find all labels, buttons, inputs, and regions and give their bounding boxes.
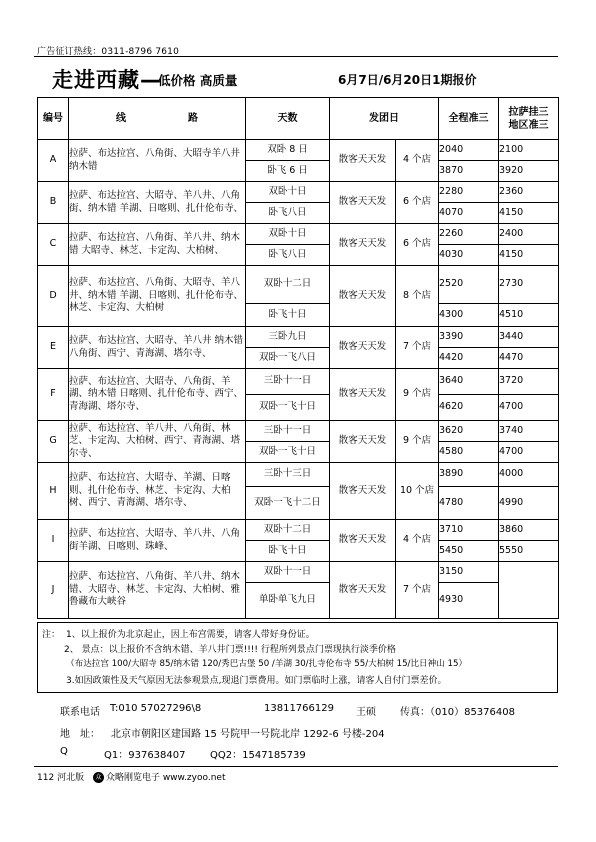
tour-days: 三卧九日 xyxy=(246,327,330,348)
note-1: 1、以上报价为北京起止，因上布宫需要，请客人带好身份证。 xyxy=(66,630,315,640)
tour-code: D xyxy=(38,266,69,327)
price-lhasa: 4470 xyxy=(499,348,559,369)
tour-days: 卧飞八日 xyxy=(246,245,330,266)
footer-rule xyxy=(34,766,558,767)
tour-depart: 散客天天发 xyxy=(330,140,396,182)
tour-route: 拉萨、布达拉宫、八角街、羊八井、纳木错 大昭寺、林芝、卡定沟、大柏树、 xyxy=(69,224,246,266)
tour-depart: 散客天天发 xyxy=(330,369,396,421)
tour-days: 双卧一飞十二日 xyxy=(246,487,330,520)
tour-days: 三卧十三日 xyxy=(246,463,330,487)
tour-depart: 散客天天发 xyxy=(330,463,396,520)
header-lhasa-price xyxy=(499,98,559,140)
tour-depart: 散客天天发 xyxy=(330,520,396,562)
price-full: 3870 xyxy=(439,161,499,182)
tour-shops: 6 个店 xyxy=(396,182,439,224)
table-row xyxy=(38,369,559,395)
price-lhasa: 3440 xyxy=(499,327,559,348)
table-row xyxy=(38,224,559,245)
contact-fax: 传真：（010）85376408 xyxy=(400,707,515,718)
price-full: 3620 xyxy=(439,421,499,442)
issue-date: 6月7日/6月20日1期报价 xyxy=(338,73,477,87)
price-full: 5450 xyxy=(439,541,499,562)
tour-shops: 7 个店 xyxy=(396,327,439,369)
contact-address-label: 地 址： xyxy=(60,729,100,740)
price-full: 3640 xyxy=(439,369,499,395)
tour-days: 单卧单飞九日 xyxy=(246,583,330,619)
tour-route: 拉萨、布达拉宫、大昭寺、羊八井、八角街、纳木错 羊湖、日喀则、扎什伦布寺、 xyxy=(69,182,246,224)
tour-shops: 9 个店 xyxy=(396,369,439,421)
tour-depart: 散客天天发 xyxy=(330,562,396,619)
header-full-price: 全程准三 xyxy=(439,98,499,140)
price-full: 3890 xyxy=(439,463,499,487)
contact-address: 北京市朝阳区建国路 15 号院甲一号院北岸 1292-6 号楼-204 xyxy=(111,729,385,740)
tour-shops: 6 个店 xyxy=(396,224,439,266)
note-2: 2、 景点：以上报价不含纳木错、羊八井门票!!!! 行程所列景点门票现执行淡季价格 xyxy=(64,645,396,655)
tour-shops: 4 个店 xyxy=(396,520,439,562)
price-full: 4580 xyxy=(439,442,499,463)
price-full: 2520 xyxy=(439,266,499,304)
tour-days: 双卧十二日 xyxy=(246,520,330,541)
header-rule xyxy=(34,56,558,57)
tour-days: 双卧一飞八日 xyxy=(246,348,330,369)
tour-days: 双卧十一日 xyxy=(246,562,330,583)
page-title: 走进西藏— xyxy=(52,68,162,92)
contact-qq2: QQ2：1547185739 xyxy=(210,750,306,761)
price-full: 4420 xyxy=(439,348,499,369)
price-lhasa: 2360 xyxy=(499,182,559,203)
tour-route: 拉萨、布达拉宫、八角街、羊八井、纳木错、大昭寺、林芝、卡定沟、大柏树、雅鲁藏布大峡谷 xyxy=(69,562,246,619)
tour-route: 拉萨、布达拉宫、大昭寺、羊八井 纳木错 八角街、西宁、青海湖、塔尔寺、 xyxy=(69,327,246,369)
price-full: 4070 xyxy=(439,203,499,224)
edition-region: 河北版 xyxy=(57,773,85,783)
price-lhasa: 3920 xyxy=(499,161,559,182)
price-lhasa: 4150 xyxy=(499,203,559,224)
table-row xyxy=(38,327,559,348)
tour-depart: 散客天天发 xyxy=(330,182,396,224)
table-row xyxy=(38,562,559,583)
tour-route: 拉萨、布达拉宫、大昭寺、八角街、羊湖、纳木错 日喀则、扎什伦布寺、西宁、青海湖、塔尔寺、 xyxy=(69,369,246,421)
price-full: 4030 xyxy=(439,245,499,266)
price-full: 4930 xyxy=(439,583,499,619)
tour-code: B xyxy=(38,182,69,224)
price-lhasa: 2400 xyxy=(499,224,559,245)
price-full: 4620 xyxy=(439,395,499,421)
tour-route: 拉萨、布达拉宫、羊八井、八角街、林芝、卡定沟、大柏树、西宁、青海湖、塔尔寺、 xyxy=(69,421,246,463)
tour-days: 双卧一飞十日 xyxy=(246,395,330,421)
price-lhasa: 4510 xyxy=(499,304,559,327)
contact-person: 王硕 xyxy=(356,707,376,718)
tour-depart: 散客天天发 xyxy=(330,224,396,266)
price-lhasa: 4700 xyxy=(499,395,559,421)
tour-days: 三卧十一日 xyxy=(246,421,330,442)
publisher-logo-icon: 众 xyxy=(93,772,104,783)
header-depart: 发团日 xyxy=(330,98,439,140)
tour-days: 卧飞八日 xyxy=(246,203,330,224)
tour-days: 卧飞十日 xyxy=(246,541,330,562)
price-lhasa xyxy=(499,562,559,619)
price-lhasa: 3860 xyxy=(499,520,559,541)
header-lhasa-line2: 地区准三 xyxy=(508,119,549,131)
price-full: 2260 xyxy=(439,224,499,245)
tour-shops: 8 个店 xyxy=(396,266,439,327)
tour-code: A xyxy=(38,140,69,182)
table-row xyxy=(38,421,559,442)
tour-code: J xyxy=(38,562,69,619)
price-full: 3390 xyxy=(439,327,499,348)
tour-shops: 9 个店 xyxy=(396,421,439,463)
header-days: 天数 xyxy=(246,98,330,140)
tour-depart: 散客天天发 xyxy=(330,327,396,369)
tour-shops: 7 个店 xyxy=(396,562,439,619)
page-number: 112 xyxy=(37,773,55,783)
tour-route: 拉萨、布达拉宫、大昭寺、羊湖、日喀则、扎什伦布寺、林芝、卡定沟、大柏树、西宁、青海湖、塔尔寺、 xyxy=(69,463,246,520)
price-lhasa: 4700 xyxy=(499,442,559,463)
page-subtitle: 低价格 高质量 xyxy=(158,73,238,88)
price-table xyxy=(37,97,559,619)
price-full: 3710 xyxy=(439,520,499,541)
price-lhasa: 3740 xyxy=(499,421,559,442)
tour-route: 拉萨、布达拉宫、大昭寺、羊八井、八角街羊湖、日喀则、珠峰、 xyxy=(69,520,246,562)
price-full: 3150 xyxy=(439,562,499,583)
price-lhasa: 5550 xyxy=(499,541,559,562)
tour-depart: 散客天天发 xyxy=(330,266,396,327)
tour-days: 三卧十一日 xyxy=(246,369,330,395)
tour-shops: 4 个店 xyxy=(396,140,439,182)
table-row xyxy=(38,520,559,541)
tour-days: 双卧十日 xyxy=(246,224,330,245)
tour-code: C xyxy=(38,224,69,266)
ad-hotline: 广告征订热线：0311-8796 7610 xyxy=(37,47,180,57)
price-full: 2040 xyxy=(439,140,499,161)
tour-route: 拉萨、布达拉宫、八角街、大昭寺、羊八井、纳木错 羊湖、日喀则、扎什伦布寺、林芝、卡定沟、大柏树 xyxy=(69,266,246,327)
price-lhasa: 2730 xyxy=(499,266,559,304)
contact-qq-label: Q xyxy=(60,746,68,757)
tour-days: 双卧十日 xyxy=(246,182,330,203)
tour-days: 双卧十二日 xyxy=(246,266,330,304)
price-full: 4300 xyxy=(439,304,499,327)
header-code: 编号 xyxy=(38,98,69,140)
tour-code: I xyxy=(38,520,69,562)
tour-code: F xyxy=(38,369,69,421)
note-3: 3.如因政策性及天气原因无法参观景点,现退门票费用。如门票临时上涨，请客人自付门票差价。 xyxy=(66,676,447,686)
tour-depart: 散客天天发 xyxy=(330,421,396,463)
note-2-prices: （布达拉宫 100/大昭寺 85/纳木错 120/秀巴古堡 50 /羊湖 30/扎寺伦布寺 55/大柏树 15/比日神山 15） xyxy=(66,659,468,669)
tour-code: H xyxy=(38,463,69,520)
tour-code: E xyxy=(38,327,69,369)
contact-mobile: 13811766129 xyxy=(264,703,334,714)
price-full: 2280 xyxy=(439,182,499,203)
table-row xyxy=(38,463,559,487)
tour-days: 双卧一飞十日 xyxy=(246,442,330,463)
table-row xyxy=(38,140,559,161)
table-header-row xyxy=(38,98,559,140)
contact-phone: T:010 57027296\8 xyxy=(110,703,202,714)
tour-code: G xyxy=(38,421,69,463)
publisher-name: 众略刚览电子 www.zyoo.net xyxy=(105,773,226,783)
price-lhasa: 4000 xyxy=(499,463,559,487)
tour-route: 拉萨、布达拉宫、八角街、大昭寺羊八井 纳木错 xyxy=(69,140,246,182)
price-lhasa: 4990 xyxy=(499,487,559,520)
contact-phone-label: 联系电话 xyxy=(60,707,100,718)
tour-days: 双卧 8 日 xyxy=(246,140,330,161)
price-lhasa: 2100 xyxy=(499,140,559,161)
price-lhasa: 3720 xyxy=(499,369,559,395)
table-row xyxy=(38,182,559,203)
tour-days: 卧飞十日 xyxy=(246,304,330,327)
tour-shops: 10 个店 xyxy=(396,463,439,520)
tour-days: 卧飞 6 日 xyxy=(246,161,330,182)
contact-qq1: Q1：937638407 xyxy=(104,750,186,761)
price-lhasa: 4150 xyxy=(499,245,559,266)
table-row xyxy=(38,266,559,304)
price-full: 4780 xyxy=(439,487,499,520)
page-footer xyxy=(37,770,225,783)
header-lhasa-line1: 拉萨挂三 xyxy=(508,106,549,118)
header-route: 线 路 xyxy=(69,98,246,140)
notes-label: 注： xyxy=(42,630,61,640)
